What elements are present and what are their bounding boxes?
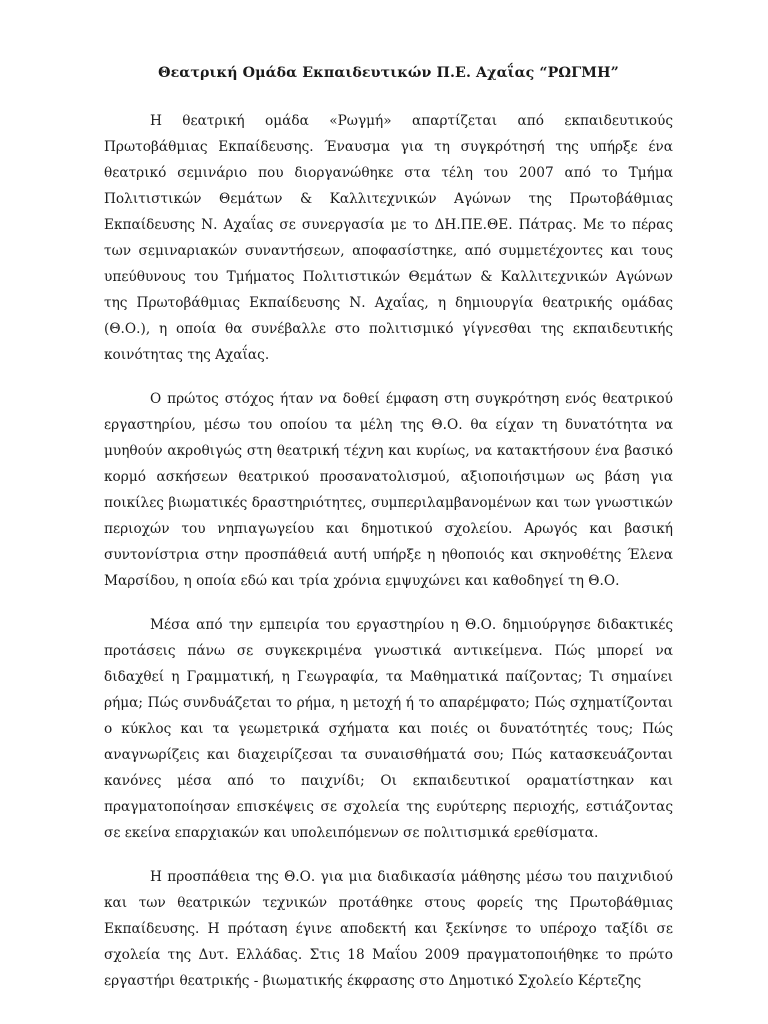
document-page	[104, 60, 673, 1012]
paragraph-teaching-proposals: Μέσα από την εμπειρία του εργαστηρίου η Θ.Ο. δημιούργησε διδακτικές προτάσεις πάνω σε συγκεκριμένα γνωστικά αντικείμενα. Πώς μπορεί να διδαχθεί η Γραμματική, η Γεωγραφία, τα Μαθηματικά παίζοντας; Τι σημαίνει ρήμα; Πώς συνδυάζεται το ρήμα, η μετοχή ή το απαρέμφατο; Πώς σχηματίζονται ο κύκλος και τα γεωμετρικά σχήματα και ποιές οι δυνατότητές τους; Πώς αναγνωρίζεις και διαχειρίζεσαι τα συναισθήματά σου; Πώς κατασκευάζονται κανόνες μέσα από το παιχνίδι; Οι εκπαιδευτικοί οραματίστηκαν και πραγματοποίησαν επισκέψεις σε σχολεία της ευρύτερης περιοχής, εστιάζοντας σε εκείνα επαρχιακών και υπολειπόμενων σε πολιτισμικά ερεθίσματα.	[104, 617, 673, 841]
paragraph-school-visits: Η προσπάθεια της Θ.Ο. για μια διαδικασία μάθησης μέσω του παιχνιδιού και των θεατρικών τεχνικών προτάθηκε στους φορείς της Πρωτοβάθμιας Εκπαίδευσης. Η πρόταση έγινε αποδεκτή και ξεκίνησε το υπέροχο ταξίδι σε σχολεία της Δυτ. Ελλάδας. Στις 18 Μαΐου 2009 πραγματοποιήθηκε το πρώτο εργαστήρι θεατρικής - βιωματικής έκφρασης στο Δημοτικό Σχολείο Κέρτεζης	[104, 869, 673, 989]
paragraph-goal: Ο πρώτος στόχος ήταν να δοθεί έμφαση στη συγκρότηση ενός θεατρικού εργαστηρίου, μέσω του οποίου τα μέλη της Θ.Ο. θα είχαν τη δυνατότητα να μυηθούν ακροθιγώς στη θεατρική τέχνη και κυρίως, να κατακτήσουν ένα βασικό κορμό ασκήσεων θεατρικού προσανατολισμού, αξιοποιήσιμων ως βάση για ποικίλες βιωματικές δραστηριότητες, συμπεριλαμβανομένων και των γνωστικών περιοχών του νηπιαγωγείου και δημοτικού σχολείου. Αρωγός και βασική συντονίστρια στην προσπάθειά αυτή υπήρξε η ηθοποιός και σκηνοθέτης Έλενα Μαρσίδου, η οποία εδώ και τρία χρόνια εμψυχώνει και καθοδηγεί τη Θ.Ο.	[104, 391, 673, 589]
document-title: Θεατρική Ομάδα Εκπαιδευτικών Π.Ε. Αχαΐας “ΡΩΓΜΗ”	[158, 65, 619, 81]
paragraph-intro: Η θεατρική ομάδα «Ρωγμή» απαρτίζεται από εκπαιδευτικούς Πρωτοβάθμιας Εκπαίδευσης. Έναυσμα για τη συγκρότησή της υπήρξε ένα θεατρικό σεμινάριο που διοργανώθηκε στα τέλη του 2007 από το Τμήμα Πολιτιστικών Θεμάτων & Καλλιτεχνικών Αγώνων της Πρωτοβάθμιας Εκπαίδευσης Ν. Αχαΐας σε συνεργασία με το ΔΗ.ΠΕ.ΘΕ. Πάτρας. Με το πέρας των σεμιναριακών συναντήσεων, αποφασίστηκε, από συμμετέχοντες και τους υπεύθυνους του Τμήματος Πολιτιστικών Θεμάτων & Καλλιτεχνικών Αγώνων της Πρωτοβάθμιας Εκπαίδευσης Ν. Αχαΐας, η δημιουργία θεατρικής ομάδας (Θ.Ο.), η οποία θα συνέβαλλε στο πολιτισμικό γίγνεσθαι της εκπαιδευτικής κοινότητας της Αχαΐας.	[104, 113, 673, 363]
